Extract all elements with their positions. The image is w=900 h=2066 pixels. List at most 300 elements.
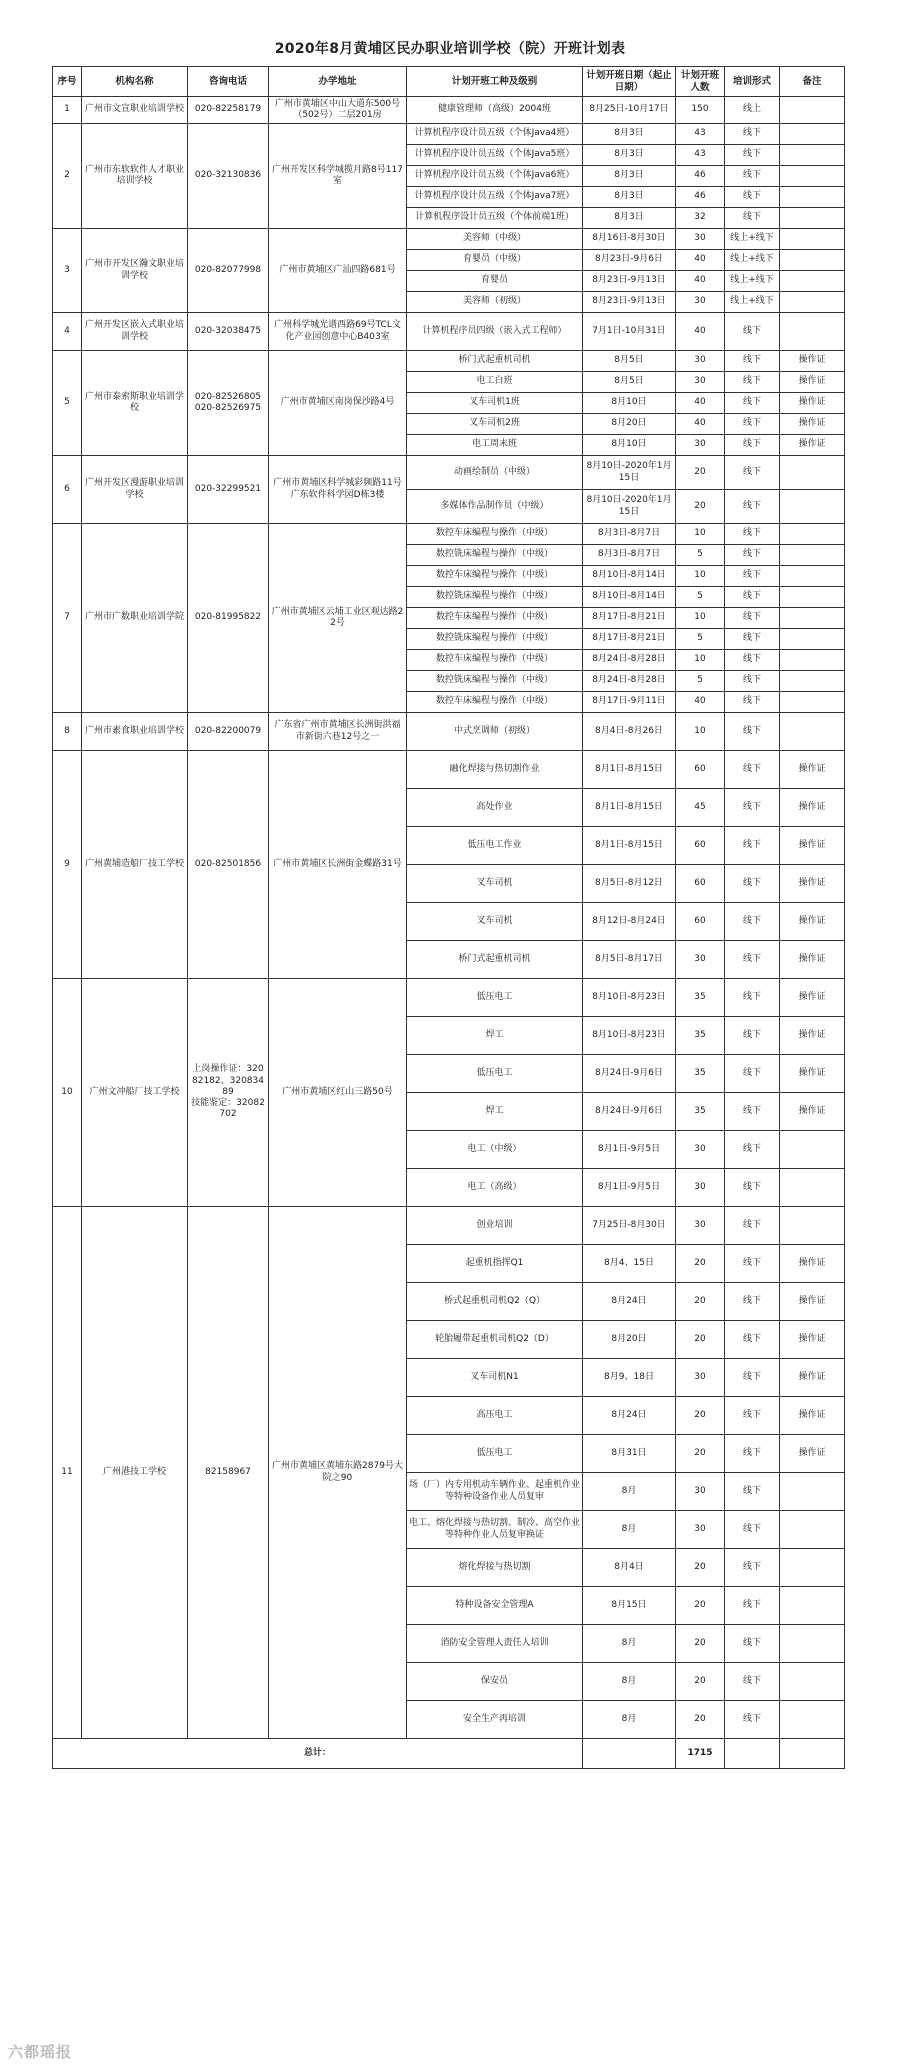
course-dates: 8月17日-8月21日: [583, 629, 676, 650]
course-name: 计算机程序设计员五级（个体Java5班）: [407, 145, 583, 166]
course-count: 30: [676, 1473, 725, 1511]
course-format: 线下: [725, 865, 780, 903]
course-format: 线上+线下: [725, 271, 780, 292]
course-note: [780, 187, 845, 208]
course-dates: 8月4日-8月26日: [583, 713, 676, 751]
course-note: [780, 1131, 845, 1169]
course-count: 20: [676, 1587, 725, 1625]
course-note: [780, 692, 845, 713]
institution-name: 广州市泰索斯职业培训学校: [82, 351, 188, 456]
institution-phone: 020-82077998: [188, 229, 269, 313]
course-count: 20: [676, 1397, 725, 1435]
course-name: 数控车床编程与操作（中级）: [407, 566, 583, 587]
course-format: 线下: [725, 650, 780, 671]
course-format: 线下: [725, 1625, 780, 1663]
header-institution: 机构名称: [82, 67, 188, 97]
course-format: 线下: [725, 713, 780, 751]
course-dates: 8月24日-8月28日: [583, 671, 676, 692]
course-name: 焊工: [407, 1093, 583, 1131]
header-phone: 咨询电话: [188, 67, 269, 97]
course-note: 操作证: [780, 941, 845, 979]
institution-phone: 020-82258179: [188, 97, 269, 124]
course-name: 叉车司机: [407, 865, 583, 903]
course-format: 线下: [725, 1549, 780, 1587]
row-index: 9: [53, 751, 82, 979]
course-note: [780, 292, 845, 313]
course-dates: 8月10日-2020年1月15日: [583, 490, 676, 524]
course-note: [780, 566, 845, 587]
course-name: 叉车司机N1: [407, 1359, 583, 1397]
course-note: 操作证: [780, 1017, 845, 1055]
course-format: 线下: [725, 1283, 780, 1321]
institution-name: 广州文冲船厂技工学校: [82, 979, 188, 1207]
course-count: 20: [676, 1321, 725, 1359]
table-body: [53, 97, 845, 1739]
institution-address: 广州市黄埔区云埔工业区观达路22号: [269, 524, 407, 713]
row-index: 5: [53, 351, 82, 456]
course-note: [780, 490, 845, 524]
institution-address: 广州市黄埔区南岗保沙路4号: [269, 351, 407, 456]
course-dates: 8月: [583, 1701, 676, 1739]
course-name: 轮胎履带起重机司机Q2（D）: [407, 1321, 583, 1359]
course-dates: 8月3日: [583, 124, 676, 145]
course-format: 线下: [725, 456, 780, 490]
course-count: 30: [676, 435, 725, 456]
row-index: 1: [53, 97, 82, 124]
course-name: 数控铣床编程与操作（中级）: [407, 587, 583, 608]
course-note: [780, 271, 845, 292]
course-format: 线下: [725, 393, 780, 414]
course-dates: 8月: [583, 1625, 676, 1663]
course-name: 安全生产再培训: [407, 1701, 583, 1739]
course-dates: 8月5日-8月12日: [583, 865, 676, 903]
course-dates: 8月1日-8月15日: [583, 751, 676, 789]
course-dates: 8月15日: [583, 1587, 676, 1625]
institution-phone: 82158967: [188, 1207, 269, 1739]
course-count: 30: [676, 1359, 725, 1397]
course-count: 10: [676, 650, 725, 671]
course-count: 20: [676, 1549, 725, 1587]
course-name: 桥门式起重机司机: [407, 351, 583, 372]
course-note: [780, 1625, 845, 1663]
course-format: 线下: [725, 587, 780, 608]
course-count: 40: [676, 250, 725, 271]
course-note: 操作证: [780, 789, 845, 827]
course-note: [780, 671, 845, 692]
course-note: [780, 1587, 845, 1625]
course-count: 5: [676, 671, 725, 692]
course-count: 40: [676, 271, 725, 292]
table-header-row: [53, 67, 845, 97]
header-note: 备注: [780, 67, 845, 97]
watermark: 六都瑶报: [8, 2043, 73, 2061]
course-count: 35: [676, 1017, 725, 1055]
course-count: 30: [676, 941, 725, 979]
course-count: 30: [676, 229, 725, 250]
course-format: 线下: [725, 692, 780, 713]
course-dates: 8月24日: [583, 1397, 676, 1435]
course-name: 数控车床编程与操作（中级）: [407, 692, 583, 713]
course-format: 线下: [725, 1169, 780, 1207]
course-count: 30: [676, 292, 725, 313]
course-format: 线下: [725, 789, 780, 827]
course-name: 育婴员: [407, 271, 583, 292]
course-note: [780, 1701, 845, 1739]
course-count: 20: [676, 490, 725, 524]
course-count: 43: [676, 145, 725, 166]
table-row: [53, 97, 845, 124]
course-name: 桥门式起重机司机: [407, 941, 583, 979]
course-note: 操作证: [780, 827, 845, 865]
course-format: 线下: [725, 903, 780, 941]
course-count: 30: [676, 1207, 725, 1245]
course-count: 10: [676, 608, 725, 629]
institution-name: 广州市广数职业培训学院: [82, 524, 188, 713]
row-index: 6: [53, 456, 82, 524]
course-note: 操作证: [780, 979, 845, 1017]
institution-phone: 020-82200079: [188, 713, 269, 751]
course-format: 线下: [725, 979, 780, 1017]
course-dates: 8月17日-8月21日: [583, 608, 676, 629]
course-note: [780, 313, 845, 351]
institution-name: 广州黄埔造船厂技工学校: [82, 751, 188, 979]
course-count: 20: [676, 1435, 725, 1473]
institution-phone: 020-81995822: [188, 524, 269, 713]
header-course: 计划开班工种及级别: [407, 67, 583, 97]
table-row: [53, 124, 845, 145]
institution-phone: 020-32130836: [188, 124, 269, 229]
course-name: 电工周末班: [407, 435, 583, 456]
course-note: [780, 1207, 845, 1245]
course-format: 线下: [725, 351, 780, 372]
course-dates: 8月20日: [583, 414, 676, 435]
institution-name: 广州市素食职业培训学校: [82, 713, 188, 751]
course-note: 操作证: [780, 903, 845, 941]
course-format: 线下: [725, 608, 780, 629]
course-note: [780, 1473, 845, 1511]
course-count: 60: [676, 865, 725, 903]
course-dates: 8月23日-9月13日: [583, 292, 676, 313]
course-name: 美容师（中级）: [407, 229, 583, 250]
course-dates: 8月5日: [583, 372, 676, 393]
header-count: 计划开班人数: [676, 67, 725, 97]
course-count: 46: [676, 166, 725, 187]
table-row: [53, 751, 845, 789]
total-empty-cell: [780, 1739, 845, 1769]
course-note: 操作证: [780, 1283, 845, 1321]
course-note: 操作证: [780, 865, 845, 903]
course-dates: 8月3日: [583, 208, 676, 229]
course-note: 操作证: [780, 1055, 845, 1093]
course-note: 操作证: [780, 1435, 845, 1473]
course-name: 低压电工作业: [407, 827, 583, 865]
course-count: 60: [676, 903, 725, 941]
institution-phone: 020-82526805 020-82526975: [188, 351, 269, 456]
table-row: [53, 524, 845, 545]
institution-address: 广州市黄埔区广汕四路681号: [269, 229, 407, 313]
course-count: 10: [676, 524, 725, 545]
course-format: 线下: [725, 1587, 780, 1625]
course-dates: 8月1日-9月5日: [583, 1169, 676, 1207]
course-count: 46: [676, 187, 725, 208]
course-dates: 8月24日: [583, 1283, 676, 1321]
course-format: 线下: [725, 1397, 780, 1435]
course-note: [780, 608, 845, 629]
table-row: [53, 713, 845, 751]
course-count: 20: [676, 1701, 725, 1739]
course-count: 35: [676, 979, 725, 1017]
course-count: 40: [676, 313, 725, 351]
course-note: [780, 145, 845, 166]
course-format: 线下: [725, 414, 780, 435]
course-format: 线上: [725, 97, 780, 124]
course-name: 焊工: [407, 1017, 583, 1055]
course-format: 线下: [725, 1017, 780, 1055]
table-row: [53, 1207, 845, 1245]
course-name: 数控车床编程与操作（中级）: [407, 524, 583, 545]
course-dates: 8月20日: [583, 1321, 676, 1359]
course-note: 操作证: [780, 1093, 845, 1131]
course-format: 线下: [725, 671, 780, 692]
course-note: [780, 524, 845, 545]
course-name: 数控铣床编程与操作（中级）: [407, 545, 583, 566]
course-note: [780, 713, 845, 751]
row-index: 4: [53, 313, 82, 351]
course-name: 电工（中级）: [407, 1131, 583, 1169]
course-note: [780, 250, 845, 271]
institution-address: 广州市黄埔区科学城彩频路11号广东软件科学园D栋3楼: [269, 456, 407, 524]
course-note: [780, 456, 845, 490]
course-count: 150: [676, 97, 725, 124]
course-count: 43: [676, 124, 725, 145]
course-format: 线下: [725, 1245, 780, 1283]
course-name: 数控车床编程与操作（中级）: [407, 608, 583, 629]
course-format: 线下: [725, 124, 780, 145]
header-address: 办学地址: [269, 67, 407, 97]
course-format: 线下: [725, 827, 780, 865]
course-name: 叉车司机1班: [407, 393, 583, 414]
course-format: 线下: [725, 1701, 780, 1739]
course-format: 线下: [725, 1055, 780, 1093]
course-dates: 8月24日-8月28日: [583, 650, 676, 671]
row-index: 2: [53, 124, 82, 229]
course-count: 5: [676, 629, 725, 650]
course-note: [780, 587, 845, 608]
course-count: 30: [676, 351, 725, 372]
table-row: [53, 456, 845, 490]
institution-address: 广州市黄埔区长洲街金蝶路31号: [269, 751, 407, 979]
course-note: 操作证: [780, 435, 845, 456]
row-index: 3: [53, 229, 82, 313]
course-note: [780, 1549, 845, 1587]
institution-phone: 020-32038475: [188, 313, 269, 351]
total-empty-cell: [583, 1739, 676, 1769]
course-note: 操作证: [780, 393, 845, 414]
course-name: 计算机程序设计员五级（个体Java4班）: [407, 124, 583, 145]
course-note: [780, 1663, 845, 1701]
course-name: 计算机程序员四级（嵌入式工程师）: [407, 313, 583, 351]
course-format: 线下: [725, 941, 780, 979]
course-name: 创业培训: [407, 1207, 583, 1245]
institution-address: 广州开发区科学城揽月路8号117室: [269, 124, 407, 229]
total-row: [53, 1739, 845, 1769]
course-note: [780, 629, 845, 650]
table-row: [53, 979, 845, 1017]
course-dates: 8月23日-9月13日: [583, 271, 676, 292]
course-dates: 8月10日-8月23日: [583, 1017, 676, 1055]
course-dates: 8月10日: [583, 393, 676, 414]
course-name: 融化焊接与热切割作业: [407, 751, 583, 789]
row-index: 10: [53, 979, 82, 1207]
institution-phone: 020-32299521: [188, 456, 269, 524]
course-dates: 8月10日-2020年1月15日: [583, 456, 676, 490]
course-name: 高压电工: [407, 1397, 583, 1435]
course-count: 20: [676, 1283, 725, 1321]
course-name: 动画绘制员（中级）: [407, 456, 583, 490]
course-count: 35: [676, 1093, 725, 1131]
course-dates: 8月3日: [583, 187, 676, 208]
course-dates: 8月31日: [583, 1435, 676, 1473]
course-dates: 8月23日-9月6日: [583, 250, 676, 271]
course-note: 操作证: [780, 1359, 845, 1397]
course-dates: 8月4日: [583, 1549, 676, 1587]
course-note: 操作证: [780, 751, 845, 789]
course-count: 30: [676, 1511, 725, 1549]
course-name: 计算机程序设计员五级（个体Java6班）: [407, 166, 583, 187]
course-count: 60: [676, 751, 725, 789]
course-format: 线下: [725, 166, 780, 187]
institution-name: 广州市文宣职业培训学校: [82, 97, 188, 124]
course-format: 线下: [725, 566, 780, 587]
course-count: 30: [676, 372, 725, 393]
course-count: 5: [676, 545, 725, 566]
course-name: 数控铣床编程与操作（中级）: [407, 629, 583, 650]
institution-address: 广州市黄埔区黄埔东路2879号大院之90: [269, 1207, 407, 1739]
course-count: 40: [676, 414, 725, 435]
institution-address: 广东省广州市黄埔区长洲街洪福市新街六巷12号之一: [269, 713, 407, 751]
course-format: 线下: [725, 1207, 780, 1245]
institution-name: 广州市开发区瀚文职业培训学校: [82, 229, 188, 313]
course-format: 线下: [725, 1435, 780, 1473]
institution-address: 广州市黄埔区中山大道东500号（502号）二层201房: [269, 97, 407, 124]
course-name: 美容师（初级）: [407, 292, 583, 313]
course-format: 线上+线下: [725, 229, 780, 250]
course-note: 操作证: [780, 414, 845, 435]
course-count: 20: [676, 1245, 725, 1283]
course-dates: 8月3日-8月7日: [583, 545, 676, 566]
institution-name: 广州开发区嵌入式职业培训学校: [82, 313, 188, 351]
course-count: 40: [676, 393, 725, 414]
table-row: [53, 313, 845, 351]
course-format: 线下: [725, 1473, 780, 1511]
course-format: 线下: [725, 1511, 780, 1549]
course-name: 叉车司机: [407, 903, 583, 941]
course-dates: 8月10日-8月23日: [583, 979, 676, 1017]
course-name: 电工白班: [407, 372, 583, 393]
course-note: [780, 1169, 845, 1207]
course-dates: 8月: [583, 1473, 676, 1511]
course-format: 线下: [725, 208, 780, 229]
course-dates: 8月3日: [583, 145, 676, 166]
total-empty-cell: [725, 1739, 780, 1769]
course-dates: 8月24日-9月6日: [583, 1093, 676, 1131]
course-count: 35: [676, 1055, 725, 1093]
course-name: 电工、熔化焊接与热切割、制冷、高空作业等特种作业人员复审换证: [407, 1511, 583, 1549]
course-count: 45: [676, 789, 725, 827]
institution-name: 广州开发区漫游职业培训学校: [82, 456, 188, 524]
course-dates: 8月1日-8月15日: [583, 827, 676, 865]
course-name: 低压电工: [407, 1435, 583, 1473]
course-count: 60: [676, 827, 725, 865]
course-name: 保安员: [407, 1663, 583, 1701]
header-dates: 计划开班日期（起止日期）: [583, 67, 676, 97]
course-name: 育婴员（中级）: [407, 250, 583, 271]
course-name: 特种设备安全管理A: [407, 1587, 583, 1625]
course-name: 熔化焊接与热切割: [407, 1549, 583, 1587]
course-count: 40: [676, 692, 725, 713]
row-index: 11: [53, 1207, 82, 1739]
course-note: [780, 208, 845, 229]
course-note: [780, 1511, 845, 1549]
course-name: 数控车床编程与操作（中级）: [407, 650, 583, 671]
course-note: [780, 545, 845, 566]
course-dates: 8月10日-8月14日: [583, 587, 676, 608]
course-dates: 8月1日-8月15日: [583, 789, 676, 827]
course-dates: 8月3日-8月7日: [583, 524, 676, 545]
course-dates: 8月5日: [583, 351, 676, 372]
course-name: 起重机指挥Q1: [407, 1245, 583, 1283]
institution-name: 广州市东软软件人才职业培训学校: [82, 124, 188, 229]
course-format: 线下: [725, 187, 780, 208]
total-value: 1715: [676, 1739, 725, 1769]
course-name: 多媒体作品制作员（中级）: [407, 490, 583, 524]
course-count: 20: [676, 1625, 725, 1663]
course-dates: 8月16日-8月30日: [583, 229, 676, 250]
course-note: 操作证: [780, 351, 845, 372]
course-format: 线下: [725, 435, 780, 456]
course-name: 中式烹调师（初级）: [407, 713, 583, 751]
table-row: [53, 229, 845, 250]
course-dates: 8月10日: [583, 435, 676, 456]
course-name: 计算机程序设计员五级（个体Java7班）: [407, 187, 583, 208]
course-count: 20: [676, 456, 725, 490]
course-format: 线下: [725, 145, 780, 166]
course-format: 线下: [725, 524, 780, 545]
course-name: 低压电工: [407, 979, 583, 1017]
course-format: 线下: [725, 1321, 780, 1359]
course-dates: 8月: [583, 1511, 676, 1549]
course-name: 高处作业: [407, 789, 583, 827]
course-dates: 7月25日-8月30日: [583, 1207, 676, 1245]
course-name: 数控铣床编程与操作（中级）: [407, 671, 583, 692]
course-count: 32: [676, 208, 725, 229]
course-dates: 8月1日-9月5日: [583, 1131, 676, 1169]
course-format: 线下: [725, 313, 780, 351]
institution-address: 广州市黄埔区红山三路50号: [269, 979, 407, 1207]
course-note: [780, 650, 845, 671]
course-dates: 8月24日-9月6日: [583, 1055, 676, 1093]
course-count: 5: [676, 587, 725, 608]
course-dates: 8月10日-8月14日: [583, 566, 676, 587]
course-note: [780, 124, 845, 145]
course-format: 线下: [725, 372, 780, 393]
row-index: 7: [53, 524, 82, 713]
course-count: 30: [676, 1131, 725, 1169]
course-note: 操作证: [780, 372, 845, 393]
course-format: 线下: [725, 1093, 780, 1131]
course-dates: 8月4、15日: [583, 1245, 676, 1283]
course-format: 线下: [725, 751, 780, 789]
